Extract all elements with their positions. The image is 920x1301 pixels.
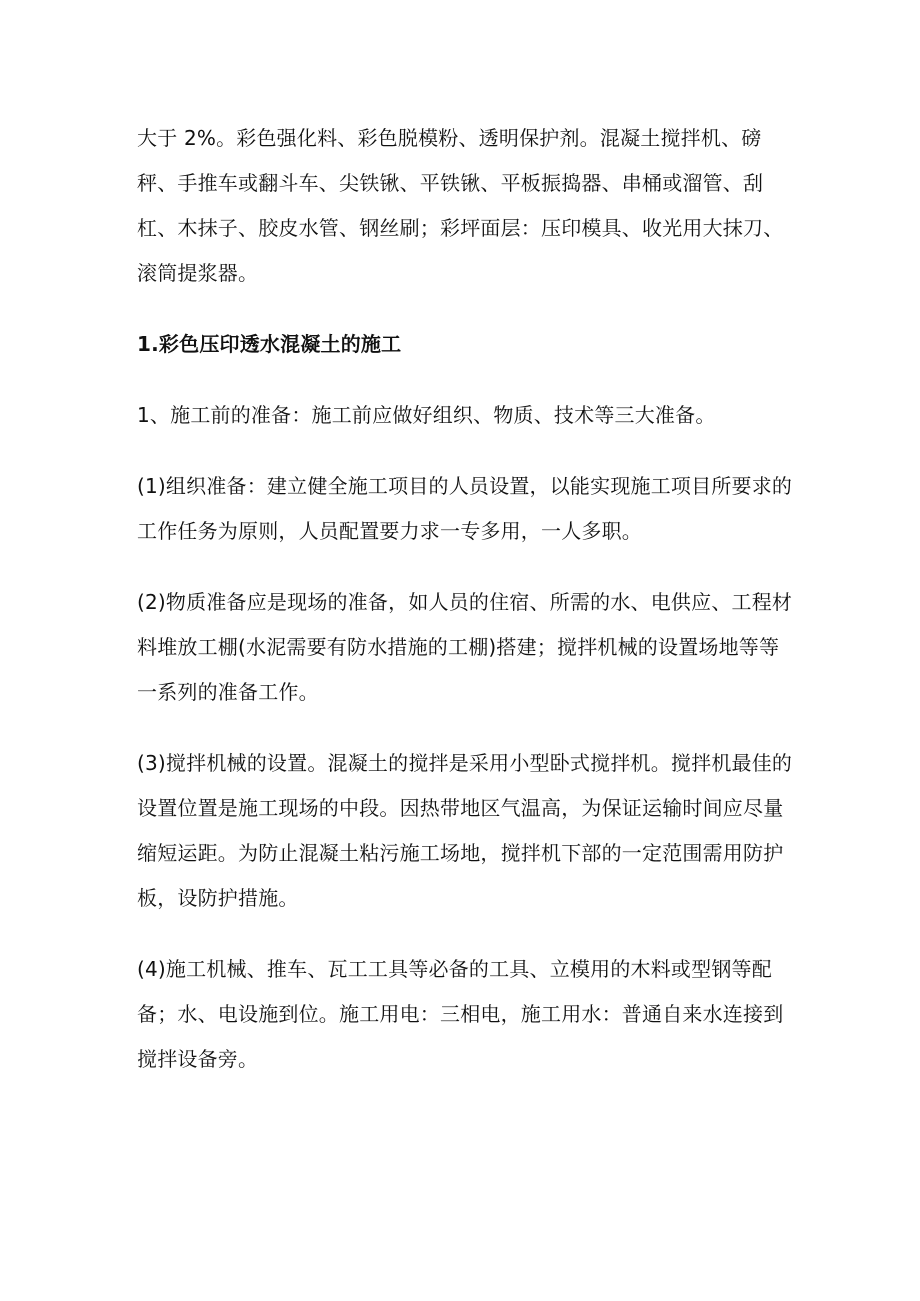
paragraph-mixer-setup: (3)搅拌机械的设置。混凝土的搅拌是采用小型卧式搅拌机。搅拌机最佳的设置位置是施工现场的中段。因热带地区气温高，为保证运输时间应尽量缩短运距。为防止混凝土粘污施工场地，搅拌机下部的一定范围需用防护板，设防护措施。 <box>137 751 793 910</box>
paragraph-preparation-intro: 1、施工前的准备：施工前应做好组织、物质、技术等三大准备。 <box>137 403 716 427</box>
paragraph-equipment-utilities: (4)施工机械、推车、瓦工工具等必备的工具、立模用的木料或型钢等配备；水、电设施到位。施工用电：三相电，施工用水：普通自来水连接到搅拌设备旁。 <box>137 957 784 1071</box>
paragraph-organization-prep: (1)组织准备：建立健全施工项目的人员设置，以能实现施工项目所要求的工作任务为原则，人员配置要力求一专多用，一人多职。 <box>137 474 793 543</box>
paragraph-materials-tools: 大于 2%。彩色强化料、彩色脱模粉、透明保护剂。混凝土搅拌机、磅秤、手推车或翻斗车、尖铁锹、平铁锹、平板振捣器、串桶或溜管、刮杠、木抹子、胶皮水管、钢丝刷；彩坪面层：压印模具、收光用大抹刀、滚筒提浆器。 <box>137 126 784 285</box>
document-body <box>137 116 793 1108</box>
paragraph-material-prep: (2)物质准备应是现场的准备，如人员的住宿、所需的水、电供应、工程材料堆放工棚(水泥需要有防水措施的工棚)搭建；搅拌机械的设置场地等等一系列的准备工作。 <box>137 590 793 704</box>
section-heading: 1.彩色压印透水混凝土的施工 <box>137 332 402 356</box>
